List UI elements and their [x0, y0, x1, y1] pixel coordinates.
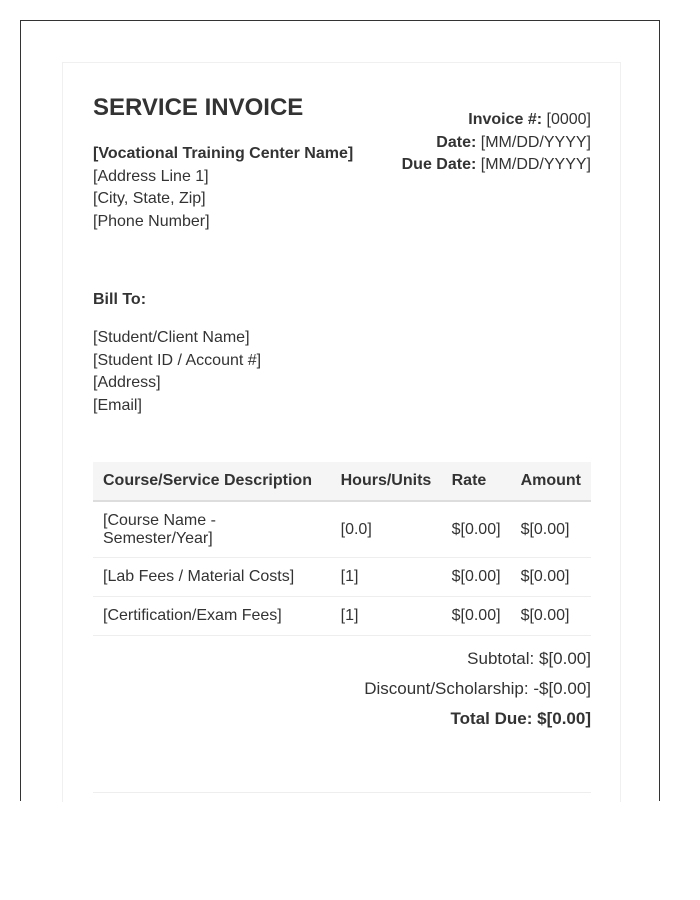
row-amount: $[0.00]: [511, 597, 591, 636]
row-amount: $[0.00]: [511, 501, 591, 558]
row-hours: [1]: [331, 597, 442, 636]
invoice-number-row: [402, 109, 591, 132]
invoice-due-date-value: [MM/DD/YYYY]: [480, 156, 591, 173]
table-row: [93, 558, 591, 597]
total-due-label: Total Due:: [450, 709, 533, 728]
invoice-meta: [402, 109, 591, 177]
totals-block: [364, 648, 591, 738]
invoice-date-value: [MM/DD/YYYY]: [480, 133, 591, 151]
discount-label: Discount/Scholarship:: [364, 679, 529, 698]
row-amount: $[0.00]: [511, 558, 591, 597]
line-items-table: [93, 462, 591, 636]
row-description: [Lab Fees / Material Costs]: [93, 558, 331, 597]
invoice-number-label: Invoice #:: [468, 111, 543, 128]
row-description: [Certification/Exam Fees]: [93, 597, 331, 636]
column-header-rate: Rate: [442, 462, 511, 501]
row-rate: $[0.00]: [442, 501, 511, 558]
total-due-row: [364, 708, 591, 738]
column-header-amount: Amount: [511, 462, 591, 501]
row-hours: [0.0]: [331, 501, 442, 558]
bill-to-id: [Student ID / Account #]: [93, 351, 262, 369]
invoice-date-label: Date:: [436, 133, 477, 151]
company-name: [Vocational Training Center Name]: [93, 145, 354, 162]
bill-to-address: [Address]: [93, 374, 161, 391]
bill-to-block: [93, 327, 261, 417]
row-description: [Course Name - Semester/Year]: [93, 501, 331, 558]
table-header-row: [93, 462, 591, 501]
column-header-hours: Hours/Units: [331, 462, 442, 501]
subtotal-label: Subtotal:: [467, 649, 535, 668]
bill-to-name: [Student/Client Name]: [93, 329, 250, 346]
company-phone: [Phone Number]: [93, 212, 210, 230]
company-block: [93, 143, 353, 233]
invoice-due-date-label: Due Date:: [401, 156, 477, 173]
bill-to-heading: Bill To:: [93, 291, 147, 308]
subtotal-row: [364, 648, 591, 678]
bill-to-email: [Email]: [93, 396, 142, 414]
column-header-description: Course/Service Description: [93, 462, 331, 501]
company-city-state-zip: [City, State, Zip]: [93, 190, 206, 207]
invoice-paper: [62, 62, 621, 802]
table-row: [93, 597, 591, 636]
footer-divider: [93, 792, 591, 793]
row-rate: $[0.00]: [442, 597, 511, 636]
discount-value: -$[0.00]: [533, 679, 591, 698]
company-address-line: [Address Line 1]: [93, 167, 209, 185]
row-rate: $[0.00]: [442, 558, 511, 597]
invoice-title: SERVICE INVOICE: [93, 94, 304, 121]
subtotal-value: $[0.00]: [539, 649, 591, 668]
total-due-value: $[0.00]: [537, 709, 591, 728]
discount-row: [364, 678, 591, 708]
invoice-number-value: [0000]: [546, 111, 591, 128]
document-frame: [20, 20, 660, 801]
invoice-due-date-row: [402, 154, 591, 177]
invoice-date-row: [402, 132, 591, 155]
table-row: [93, 501, 591, 558]
row-hours: [1]: [331, 558, 442, 597]
